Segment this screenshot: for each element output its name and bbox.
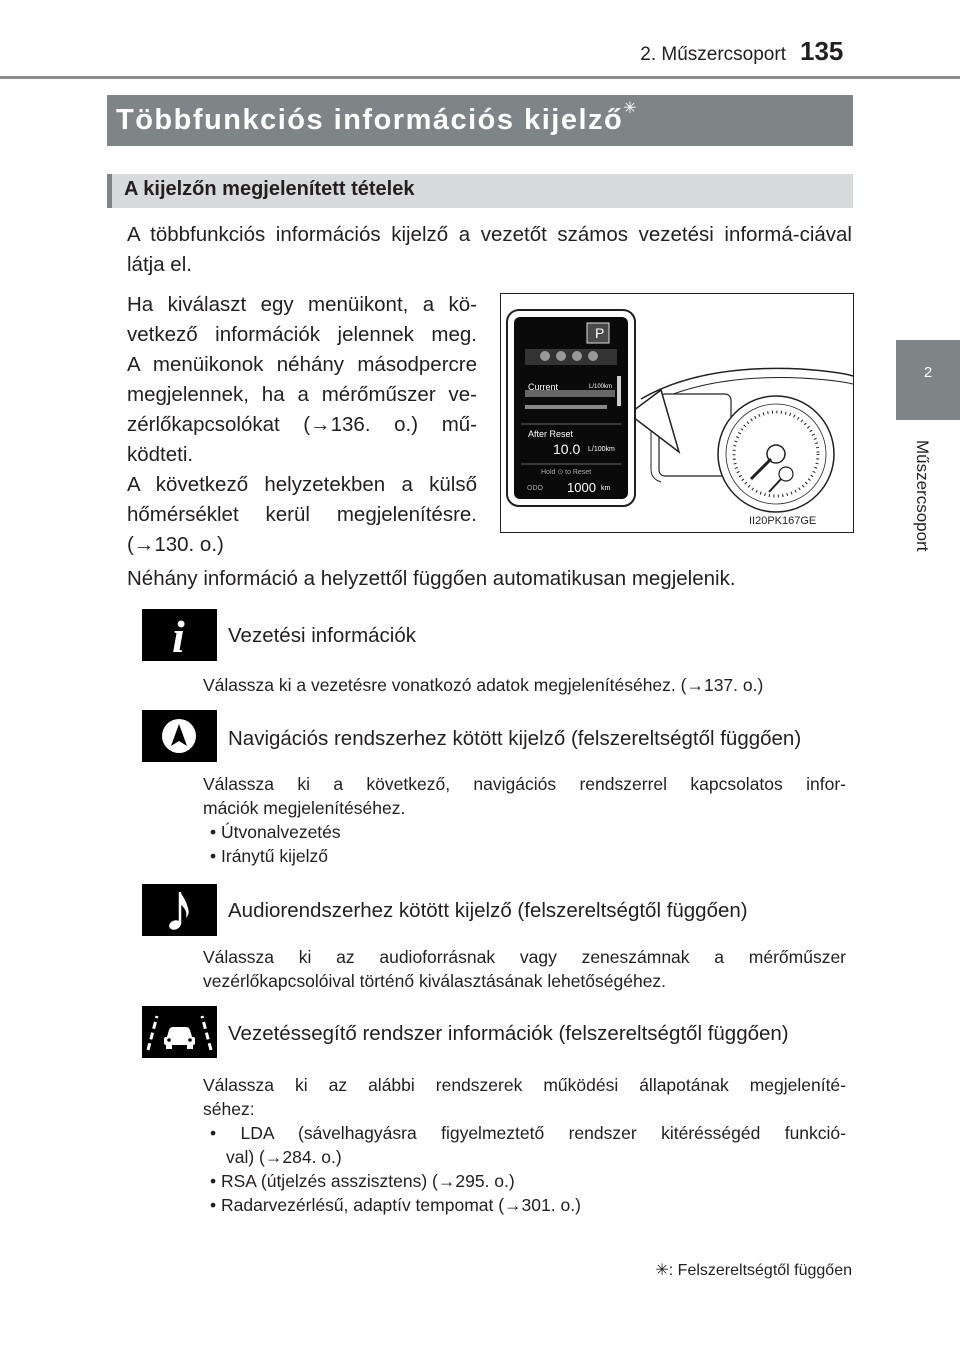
side-tab-label: Műszercsoport bbox=[913, 440, 932, 552]
item-description bbox=[203, 945, 846, 993]
chapter-title: 2. Műszercsoport bbox=[640, 44, 786, 65]
item-description-line: mációk megjelenítéséhez. bbox=[203, 798, 406, 818]
list-item-continuation: val) (→284. o.) bbox=[226, 1147, 342, 1167]
item-description-line: vezérlőkapcsolóival történő kiválasztásának lehetőségéhez. bbox=[203, 971, 667, 991]
list-item: • LDA (sávelhagyásra figyelmeztető rendszer kitérésségéd funkció- bbox=[210, 1123, 846, 1143]
item-description-line: séhez: bbox=[203, 1099, 255, 1119]
header-rule bbox=[0, 76, 960, 79]
paragraph-line: Ha kiválaszt egy menüikont, a kö- bbox=[127, 293, 477, 316]
item-description bbox=[203, 772, 846, 820]
current-label: Current bbox=[528, 382, 559, 392]
auto-display-text: Néhány információ a helyzettől függően automatikusan megjelenik. bbox=[127, 567, 736, 590]
figure-code: II20PK167GE bbox=[749, 515, 817, 527]
side-tab-number: 2 bbox=[923, 364, 933, 381]
hold-to-reset-text: Hold ⊙ to Reset bbox=[541, 469, 592, 476]
after-reset-unit: L/100km bbox=[588, 446, 615, 453]
list-item-text: Radarvezérlésű, adaptív tempomat (→301. o.) bbox=[221, 1195, 581, 1215]
paragraph-line: vetkező információk jelennek meg. bbox=[127, 323, 477, 346]
list-item-text: Iránytű kijelző bbox=[221, 846, 328, 866]
item-description: Válassza ki a vezetésre vonatkozó adatok megjelenítéséhez. (→137. o.) bbox=[203, 675, 764, 695]
after-reset-value: 10.0 bbox=[553, 441, 581, 457]
item-description-line: Válassza ki a következő, navigációs rendszerrel kapcsolatos infor- bbox=[203, 774, 846, 794]
intro-paragraph: A többfunkciós információs kijelző a vezetőt számos vezetési informá-ciával látja el. bbox=[127, 223, 852, 276]
section-title-text: Többfunkciós információs kijelző bbox=[116, 104, 624, 136]
music-note-icon bbox=[142, 884, 217, 936]
driving-assist-icon bbox=[142, 1006, 217, 1058]
cluster-illustration bbox=[501, 294, 853, 532]
paragraph-line: megjelennek, ha a mérőműszer ve- bbox=[127, 383, 477, 406]
page-number: 135 bbox=[800, 36, 844, 66]
footnote-mark: ✳ bbox=[655, 1262, 669, 1279]
section-title bbox=[116, 100, 639, 137]
paragraph-line: hőmérséklet kerül megjelenítésre. bbox=[127, 503, 477, 526]
list-item: • RSA (útjelzés asszisztens) (→295. o.) bbox=[210, 1171, 515, 1191]
svg-text:i: i bbox=[172, 611, 185, 661]
paragraph-line: A menüikonok néhány másodpercre bbox=[127, 353, 477, 376]
footnote bbox=[600, 1260, 852, 1280]
item-title: Vezetési információk bbox=[228, 624, 417, 647]
item-title: Vezetéssegítő rendszer információk (felszereltségtől függően) bbox=[228, 1022, 789, 1045]
paragraph-line: A következő helyzetekben a külső bbox=[127, 473, 477, 496]
item-title: Audiorendszerhez kötött kijelző (felszereltségtől függően) bbox=[228, 899, 748, 922]
instrument-cluster-figure bbox=[500, 293, 854, 533]
list-item-text: LDA (sávelhagyásra figyelmeztető rendszer kitérésségéd funkció- bbox=[240, 1123, 846, 1143]
item-description-line: Válassza ki az alábbi rendszerek működési állapotának megjeleníté- bbox=[203, 1075, 846, 1095]
after-reset-label: After Reset bbox=[528, 429, 574, 439]
info-icon bbox=[142, 609, 217, 661]
navigation-icon bbox=[142, 710, 217, 762]
odo-value: 1000 bbox=[567, 480, 596, 495]
subsection-title: A kijelzőn megjelenített tételek bbox=[124, 178, 415, 200]
menu-paragraph bbox=[127, 290, 477, 560]
odo-label: ODO bbox=[527, 485, 543, 492]
list-item-text: Útvonalvezetés bbox=[221, 822, 341, 842]
footnote-text: : Felszereltségtől függően bbox=[668, 1262, 852, 1279]
paragraph-line: (→130. o.) bbox=[127, 533, 224, 556]
odo-unit: km bbox=[601, 485, 611, 492]
item-title: Navigációs rendszerhez kötött kijelző (felszereltségtől függően) bbox=[228, 727, 802, 750]
list-item: • Iránytű kijelző bbox=[210, 846, 328, 866]
list-item: • Útvonalvezetés bbox=[210, 822, 341, 842]
current-unit: L/100km bbox=[589, 384, 613, 390]
paragraph-line: ködteti. bbox=[127, 443, 194, 466]
item-description-line: Válassza ki az audioforrásnak vagy zeneszámnak a mérőműszer bbox=[203, 947, 846, 967]
item-description bbox=[203, 1073, 846, 1121]
gear-indicator: P bbox=[595, 325, 605, 341]
paragraph-line: zérlőkapcsolókat (→136. o.) mű- bbox=[127, 413, 477, 436]
subsection-accent bbox=[107, 174, 112, 208]
list-item-text: RSA (útjelzés asszisztens) (→295. o.) bbox=[221, 1171, 515, 1191]
list-item: • Radarvezérlésű, adaptív tempomat (→301. o.) bbox=[210, 1195, 581, 1215]
asterisk-mark: ✳ bbox=[623, 100, 639, 117]
